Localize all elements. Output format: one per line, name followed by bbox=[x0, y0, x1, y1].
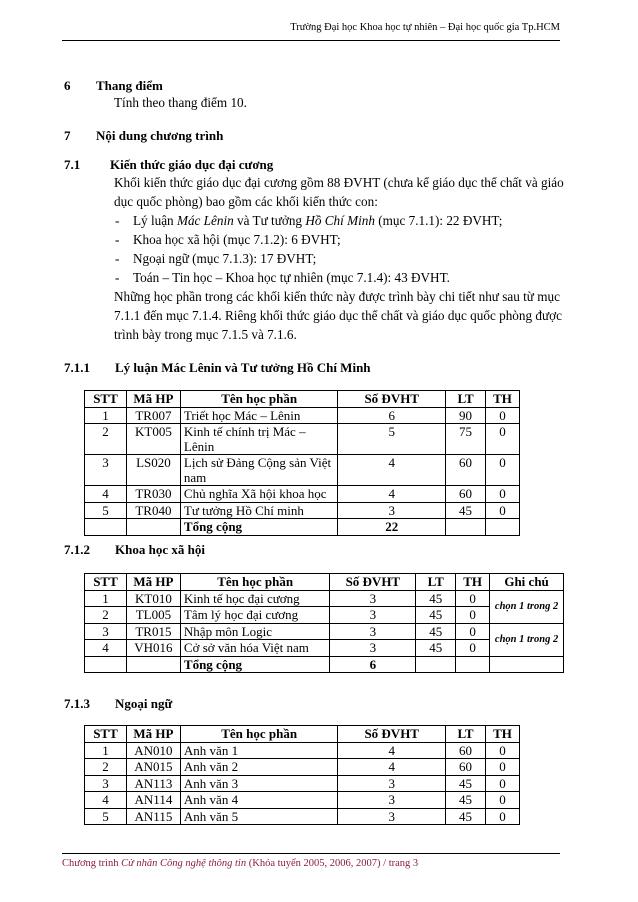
cell bbox=[85, 519, 127, 536]
section-6-number: 6 bbox=[64, 78, 71, 93]
section-7-1-para2-line1: Những học phần trong các khối kiến thức này được trình bày chi tiết như sau từ mục bbox=[114, 289, 560, 304]
cell: 3 bbox=[330, 590, 416, 607]
cell: Kinh tế chính trị Mác – Lênin bbox=[180, 424, 337, 455]
section-7-1-title: Kiến thức giáo dục đại cương bbox=[110, 157, 274, 172]
section-7-1-3-title: Ngoại ngữ bbox=[115, 696, 173, 711]
bullet-dash: - bbox=[115, 251, 120, 266]
table-row bbox=[85, 590, 564, 607]
col-header: LT bbox=[446, 726, 486, 743]
section-7-number: 7 bbox=[64, 128, 71, 143]
cell: 3 bbox=[85, 775, 127, 792]
col-header: Mã HP bbox=[126, 574, 180, 591]
col-header: Số ĐVHT bbox=[338, 391, 446, 408]
cell: 3 bbox=[338, 808, 446, 825]
cell: 0 bbox=[486, 759, 520, 776]
cell: TR015 bbox=[126, 623, 180, 640]
cell: 0 bbox=[486, 407, 520, 424]
section-6-title: Thang điểm bbox=[96, 78, 163, 93]
col-header: Tên học phần bbox=[180, 726, 337, 743]
table-row bbox=[85, 455, 520, 486]
bullet-item-1: Lý luận Mác Lênin và Tư tưởng Hồ Chí Minh (mục 7.1.1): 22 ĐVHT; bbox=[133, 213, 503, 228]
section-7-1-1-number: 7.1.1 bbox=[64, 360, 90, 375]
cell: Anh văn 3 bbox=[180, 775, 337, 792]
cell: 45 bbox=[446, 808, 486, 825]
cell: 45 bbox=[416, 640, 456, 657]
cell: TR030 bbox=[126, 486, 180, 503]
cell: 3 bbox=[330, 640, 416, 657]
cell: 4 bbox=[85, 486, 127, 503]
cell bbox=[490, 656, 564, 673]
cell: 3 bbox=[330, 623, 416, 640]
cell: 5 bbox=[338, 424, 446, 455]
table-7-1-1 bbox=[84, 390, 520, 536]
cell: 0 bbox=[456, 623, 490, 640]
cell: 4 bbox=[85, 640, 127, 657]
cell: 0 bbox=[486, 792, 520, 809]
cell: AN115 bbox=[126, 808, 180, 825]
table-row bbox=[85, 775, 520, 792]
cell: Lịch sử Đảng Cộng sản Việt nam bbox=[180, 455, 337, 486]
bullet-dash: - bbox=[115, 213, 120, 228]
cell: 45 bbox=[446, 502, 486, 519]
col-header: Tên học phần bbox=[180, 574, 330, 591]
section-7-1-para2-line3: trình bày trong mục 7.1.5 và 7.1.6. bbox=[114, 327, 297, 342]
bullet-dash: - bbox=[115, 232, 120, 247]
cell: LS020 bbox=[126, 455, 180, 486]
col-header: TH bbox=[456, 574, 490, 591]
cell: 1 bbox=[85, 590, 127, 607]
cell: 0 bbox=[486, 424, 520, 455]
section-7-1-2-title: Khoa học xã hội bbox=[115, 542, 205, 557]
cell: 60 bbox=[446, 486, 486, 503]
cell bbox=[486, 519, 520, 536]
cell: AN113 bbox=[126, 775, 180, 792]
col-header: Ghi chú bbox=[490, 574, 564, 591]
cell: 0 bbox=[486, 455, 520, 486]
cell: 0 bbox=[486, 486, 520, 503]
total-label: Tổng cộng bbox=[180, 656, 330, 673]
cell: 2 bbox=[85, 424, 127, 455]
section-7-1-para1-line1: Khối kiến thức giáo dục đại cương gồm 88 ĐVHT (chưa kể giáo dục thể chất và giáo bbox=[114, 175, 564, 190]
cell: 4 bbox=[338, 455, 446, 486]
note-cell: chọn 1 trong 2 bbox=[490, 590, 564, 623]
cell: Anh văn 5 bbox=[180, 808, 337, 825]
table-row bbox=[85, 486, 520, 503]
cell: 60 bbox=[446, 742, 486, 759]
cell: 75 bbox=[446, 424, 486, 455]
note-cell: chọn 1 trong 2 bbox=[490, 623, 564, 656]
section-7-title: Nội dung chương trình bbox=[96, 128, 224, 143]
cell: 0 bbox=[486, 808, 520, 825]
col-header: Số ĐVHT bbox=[330, 574, 416, 591]
table-total-row bbox=[85, 656, 564, 673]
table-row bbox=[85, 502, 520, 519]
cell: 45 bbox=[446, 792, 486, 809]
cell: 1 bbox=[85, 742, 127, 759]
table-7-1-2 bbox=[84, 573, 564, 673]
page-footer: Chương trình Cử nhân Công nghệ thông tin (Khóa tuyển 2005, 2006, 2007) / trang 3 bbox=[62, 858, 419, 869]
cell: Anh văn 2 bbox=[180, 759, 337, 776]
cell: 4 bbox=[85, 792, 127, 809]
table-total-row bbox=[85, 519, 520, 536]
col-header: Mã HP bbox=[126, 726, 180, 743]
cell: 45 bbox=[416, 590, 456, 607]
section-7-1-number: 7.1 bbox=[64, 157, 81, 172]
cell: 2 bbox=[85, 759, 127, 776]
cell: Tâm lý học đại cương bbox=[180, 607, 330, 624]
section-7-1-3-number: 7.1.3 bbox=[64, 696, 90, 711]
table-header-row bbox=[85, 726, 520, 743]
col-header: TH bbox=[486, 726, 520, 743]
cell: TR040 bbox=[126, 502, 180, 519]
cell: 0 bbox=[486, 502, 520, 519]
bullet-dash: - bbox=[115, 270, 120, 285]
section-7-1-para1-line2: dục quốc phòng) bao gồm các khối kiến thức con: bbox=[114, 194, 378, 209]
cell: AN114 bbox=[126, 792, 180, 809]
cell: AN015 bbox=[126, 759, 180, 776]
header-rule bbox=[62, 40, 560, 41]
cell: 45 bbox=[416, 607, 456, 624]
cell: Triết học Mác – Lênin bbox=[180, 407, 337, 424]
cell: 60 bbox=[446, 759, 486, 776]
cell: Kinh tế học đại cương bbox=[180, 590, 330, 607]
table-row bbox=[85, 623, 564, 640]
cell: 5 bbox=[85, 808, 127, 825]
section-7-1-para2-line2: 7.1.1 đến mục 7.1.4. Riêng khối thức giáo dục thể chất và giáo dục quốc phòng được bbox=[114, 308, 562, 323]
cell bbox=[126, 519, 180, 536]
cell: 6 bbox=[338, 407, 446, 424]
bullet-item-2: Khoa học xã hội (mục 7.1.2): 6 ĐVHT; bbox=[133, 232, 341, 247]
table-row bbox=[85, 792, 520, 809]
cell: 4 bbox=[338, 742, 446, 759]
cell bbox=[85, 656, 127, 673]
cell: 45 bbox=[446, 775, 486, 792]
footer-rule bbox=[62, 853, 560, 854]
table-row bbox=[85, 742, 520, 759]
cell: 0 bbox=[486, 775, 520, 792]
col-header: Tên học phần bbox=[180, 391, 337, 408]
cell: Anh văn 4 bbox=[180, 792, 337, 809]
col-header: LT bbox=[416, 574, 456, 591]
table-row bbox=[85, 407, 520, 424]
total-value: 22 bbox=[338, 519, 446, 536]
cell: 3 bbox=[85, 455, 127, 486]
bullet-item-3: Ngoại ngữ (mục 7.1.3): 17 ĐVHT; bbox=[133, 251, 317, 266]
section-6-text: Tính theo thang điểm 10. bbox=[114, 95, 247, 110]
cell: 4 bbox=[338, 486, 446, 503]
cell: Nhập môn Logic bbox=[180, 623, 330, 640]
col-header: STT bbox=[85, 574, 127, 591]
col-header: LT bbox=[446, 391, 486, 408]
cell: Anh văn 1 bbox=[180, 742, 337, 759]
cell: 45 bbox=[416, 623, 456, 640]
cell: 4 bbox=[338, 759, 446, 776]
cell: 3 bbox=[338, 775, 446, 792]
cell bbox=[456, 656, 490, 673]
cell: Chủ nghĩa Xã hội khoa học bbox=[180, 486, 337, 503]
table-row bbox=[85, 759, 520, 776]
col-header: Số ĐVHT bbox=[338, 726, 446, 743]
col-header: STT bbox=[85, 391, 127, 408]
cell: TR007 bbox=[126, 407, 180, 424]
cell: AN010 bbox=[126, 742, 180, 759]
cell bbox=[446, 519, 486, 536]
cell: TL005 bbox=[126, 607, 180, 624]
cell: 2 bbox=[85, 607, 127, 624]
cell: 0 bbox=[456, 607, 490, 624]
cell: Tư tưởng Hồ Chí minh bbox=[180, 502, 337, 519]
cell bbox=[416, 656, 456, 673]
page-header: Trường Đại học Khoa học tự nhiên – Đại học quốc gia Tp.HCM bbox=[290, 22, 560, 33]
total-value: 6 bbox=[330, 656, 416, 673]
cell: 0 bbox=[456, 640, 490, 657]
bullet-item-4: Toán – Tin học – Khoa học tự nhiên (mục 7.1.4): 43 ĐVHT. bbox=[133, 270, 450, 285]
cell bbox=[126, 656, 180, 673]
cell: KT010 bbox=[126, 590, 180, 607]
cell: Cở sở văn hóa Việt nam bbox=[180, 640, 330, 657]
col-header: STT bbox=[85, 726, 127, 743]
cell: 0 bbox=[486, 742, 520, 759]
cell: 1 bbox=[85, 407, 127, 424]
table-header-row bbox=[85, 574, 564, 591]
cell: 60 bbox=[446, 455, 486, 486]
col-header: Mã HP bbox=[126, 391, 180, 408]
section-7-1-2-number: 7.1.2 bbox=[64, 542, 90, 557]
cell: 5 bbox=[85, 502, 127, 519]
cell: VH016 bbox=[126, 640, 180, 657]
cell: 3 bbox=[338, 792, 446, 809]
cell: 90 bbox=[446, 407, 486, 424]
table-row bbox=[85, 424, 520, 455]
col-header: TH bbox=[486, 391, 520, 408]
table-row bbox=[85, 808, 520, 825]
cell: KT005 bbox=[126, 424, 180, 455]
section-7-1-1-title: Lý luận Mác Lênin và Tư tưởng Hồ Chí Minh bbox=[115, 360, 371, 375]
table-header-row bbox=[85, 391, 520, 408]
table-7-1-3 bbox=[84, 725, 520, 825]
cell: 3 bbox=[85, 623, 127, 640]
cell: 3 bbox=[338, 502, 446, 519]
cell: 3 bbox=[330, 607, 416, 624]
cell: 0 bbox=[456, 590, 490, 607]
total-label: Tổng cộng bbox=[180, 519, 337, 536]
